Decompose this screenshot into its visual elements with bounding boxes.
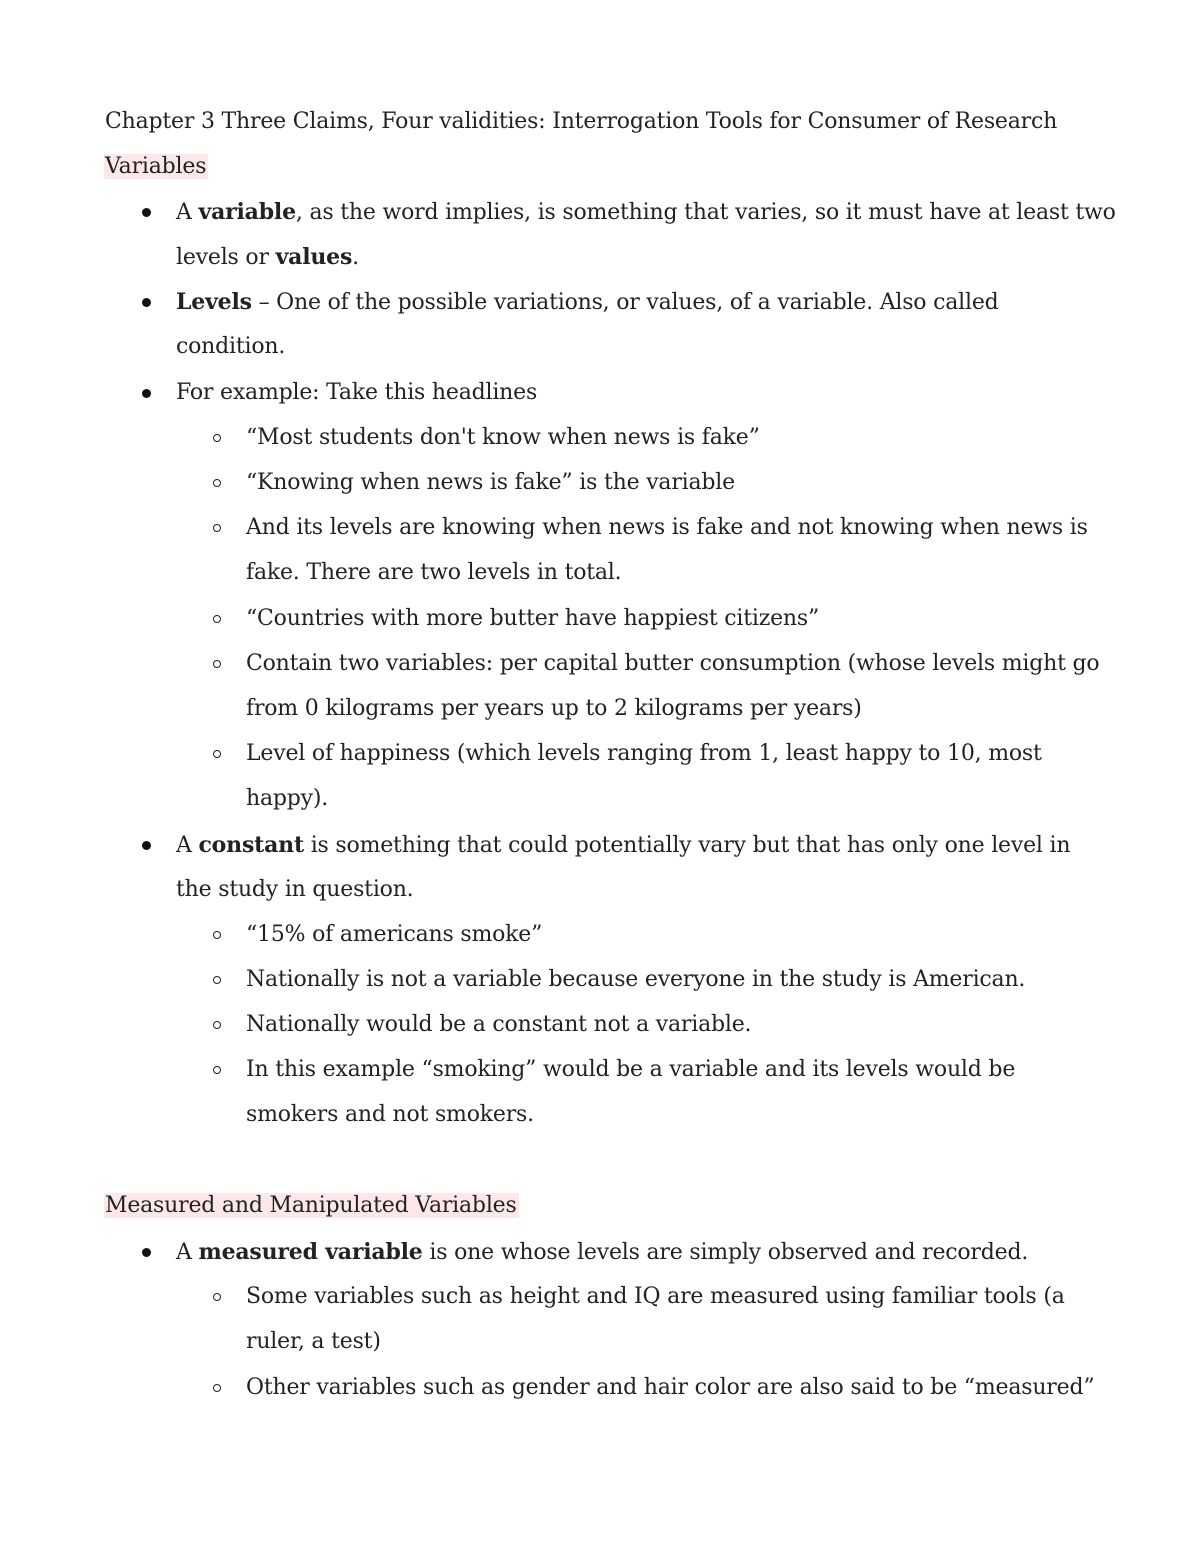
- sub-list-item: Contain two variables: per capital butter consumption (whose levels might go: [246, 651, 1100, 676]
- list-item-continuation: condition.: [176, 334, 286, 359]
- sub-list-item-continuation: fake. There are two levels in total.: [246, 560, 622, 585]
- sub-list-item: Some variables such as height and IQ are measured using familiar tools (a: [246, 1284, 1065, 1309]
- sub-list-item-continuation: ruler, a test): [246, 1329, 381, 1354]
- list-item-measured-variable: A measured variable is one whose levels are simply observed and recorded.: [176, 1239, 1029, 1265]
- list-item-variable-definition: A variable, as the word implies, is something that varies, so it must have at least two: [176, 199, 1116, 225]
- list-item-levels-definition: Levels – One of the possible variations, or values, of a variable. Also called: [176, 289, 999, 315]
- list-item-constant-definition: A constant is something that could potentially vary but that has only one level in: [176, 832, 1071, 858]
- sub-bullet-icon: [213, 479, 221, 487]
- section-heading-variables: [105, 152, 208, 182]
- sub-list-item: In this example “smoking” would be a variable and its levels would be: [246, 1057, 1016, 1082]
- sub-list-item: Level of happiness (which levels ranging from 1, least happy to 10, most: [246, 741, 1042, 766]
- sub-list-item: “Countries with more butter have happiest citizens”: [246, 606, 820, 631]
- bullet-icon: [142, 389, 151, 398]
- sub-bullet-icon: [213, 1066, 221, 1074]
- page-title: Chapter 3 Three Claims, Four validities: Interrogation Tools for Consumer of Research: [105, 109, 1058, 134]
- list-item-continuation: levels or values.: [176, 244, 359, 270]
- bullet-icon: [142, 208, 151, 217]
- sub-bullet-icon: [213, 524, 221, 532]
- sub-list-item: Nationally would be a constant not a variable.: [246, 1012, 752, 1037]
- sub-list-item: “Knowing when news is fake” is the variable: [246, 470, 735, 495]
- sub-list-item: Other variables such as gender and hair color are also said to be “measured”: [246, 1375, 1095, 1400]
- sub-list-item-continuation: smokers and not smokers.: [246, 1102, 534, 1127]
- sub-bullet-icon: [213, 1021, 221, 1029]
- sub-bullet-icon: [213, 1384, 221, 1392]
- sub-list-item: “15% of americans smoke”: [246, 922, 543, 947]
- bold-term: constant: [198, 832, 304, 858]
- sub-list-item-continuation: from 0 kilograms per years up to 2 kilograms per years): [246, 696, 862, 721]
- bold-term: values: [275, 244, 353, 270]
- sub-bullet-icon: [213, 615, 221, 623]
- bullet-icon: [142, 841, 151, 850]
- bold-term: measured variable: [198, 1239, 423, 1265]
- list-item-continuation: the study in question.: [176, 877, 414, 902]
- sub-list-item: And its levels are knowing when news is fake and not knowing when news is: [246, 515, 1088, 540]
- bullet-icon: [142, 1248, 151, 1257]
- sub-list-item: Nationally is not a variable because everyone in the study is American.: [246, 967, 1026, 992]
- sub-bullet-icon: [213, 976, 221, 984]
- bold-term: Levels: [176, 289, 252, 315]
- sub-list-item-continuation: happy).: [246, 786, 329, 811]
- sub-bullet-icon: [213, 1293, 221, 1301]
- heading-highlight: Variables: [105, 154, 207, 179]
- bullet-icon: [142, 298, 151, 307]
- sub-bullet-icon: [213, 931, 221, 939]
- sub-bullet-icon: [213, 660, 221, 668]
- section-heading-measured-manipulated: [105, 1191, 519, 1221]
- list-item-example: For example: Take this headlines: [176, 380, 538, 405]
- sub-bullet-icon: [213, 434, 221, 442]
- heading-highlight: Measured and Manipulated Variables: [105, 1193, 517, 1218]
- sub-bullet-icon: [213, 750, 221, 758]
- bold-term: variable: [198, 199, 296, 225]
- sub-list-item: “Most students don't know when news is fake”: [246, 425, 760, 450]
